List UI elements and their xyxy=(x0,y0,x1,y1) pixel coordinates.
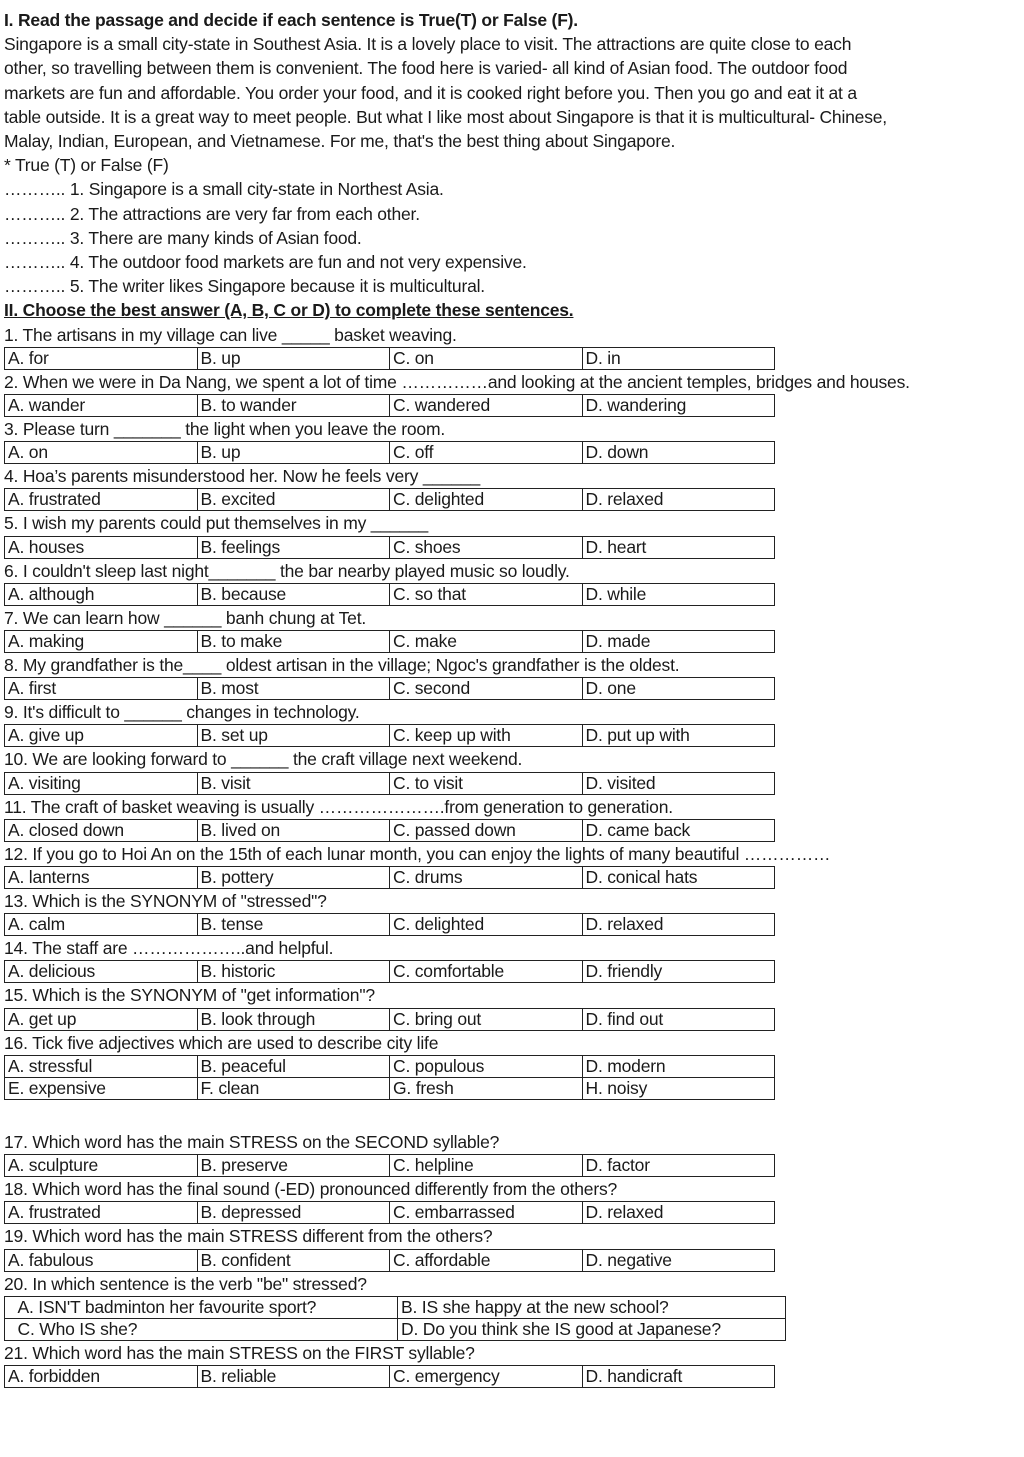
answer-option[interactable]: B. confident xyxy=(197,1249,390,1271)
answer-option[interactable]: D. down xyxy=(582,442,775,464)
passage-line: markets are fun and affordable. You order your food, and it is cooked right before you. Then you go and eat it at a xyxy=(4,82,857,103)
answer-option[interactable]: A. ISN'T badminton her favourite sport? xyxy=(15,1296,398,1318)
answer-option[interactable]: C. helpline xyxy=(390,1155,583,1177)
answer-option[interactable]: B. up xyxy=(197,347,390,369)
answer-option[interactable]: D. friendly xyxy=(582,961,775,983)
answer-option[interactable]: B. visit xyxy=(197,772,390,794)
answer-option[interactable]: D. wandering xyxy=(582,395,775,417)
options-row xyxy=(5,914,775,936)
options-row xyxy=(5,583,775,605)
answer-option[interactable]: D. while xyxy=(582,583,775,605)
answer-option[interactable]: D. find out xyxy=(582,1008,775,1030)
options-table xyxy=(4,630,775,653)
answer-option[interactable]: D. modern xyxy=(582,1055,775,1077)
options-row xyxy=(5,867,775,889)
options-table xyxy=(4,441,775,464)
options-table xyxy=(4,1201,775,1224)
options-table xyxy=(4,1296,786,1341)
tf-list xyxy=(4,177,1020,298)
answer-option[interactable]: C. emergency xyxy=(390,1365,583,1387)
part2-heading: II. Choose the best answer (A, B, C or D) to complete these sentences. xyxy=(4,300,574,321)
answer-option[interactable]: A. calm xyxy=(5,914,198,936)
options-row xyxy=(5,1077,775,1099)
spacer xyxy=(4,1100,1020,1130)
options-row xyxy=(5,489,775,511)
options-table xyxy=(4,536,775,559)
answer-option[interactable]: C. wandered xyxy=(390,395,583,417)
options-row xyxy=(5,631,775,653)
passage-line: table outside. It is a great way to meet people. But what I like most about Singapore is that it is multicultural- Chinese, xyxy=(4,106,887,127)
part1-heading: I. Read the passage and decide if each sentence is True(T) or False (F). xyxy=(4,10,578,30)
answer-option[interactable]: D. came back xyxy=(582,819,775,841)
options-row xyxy=(5,819,775,841)
answer-option[interactable]: D. factor xyxy=(582,1155,775,1177)
answer-option[interactable]: A. stressful xyxy=(5,1055,198,1077)
answer-option[interactable]: C. delighted xyxy=(390,914,583,936)
answer-option[interactable]: C. drums xyxy=(390,867,583,889)
question-list xyxy=(4,323,1020,1388)
question-text: 21. Which word has the main STRESS on the FIRST syllable? xyxy=(4,1342,475,1363)
answer-option[interactable]: D. Do you think she IS good at Japanese? xyxy=(398,1318,786,1340)
worksheet xyxy=(4,8,1020,1388)
answer-option[interactable]: C. bring out xyxy=(390,1008,583,1030)
answer-option[interactable]: B. most xyxy=(197,678,390,700)
answer-option[interactable]: C. off xyxy=(390,442,583,464)
answer-option[interactable]: A. lanterns xyxy=(5,867,198,889)
options-row xyxy=(5,1249,775,1271)
answer-option[interactable]: D. one xyxy=(582,678,775,700)
tf-item: ……….. 3. There are many kinds of Asian food. xyxy=(4,227,362,248)
answer-option[interactable]: D. visited xyxy=(582,772,775,794)
answer-option[interactable]: C. passed down xyxy=(390,819,583,841)
question-text: 18. Which word has the final sound (-ED) pronounced differently from the others? xyxy=(4,1179,618,1200)
answer-option[interactable]: D. relaxed xyxy=(582,914,775,936)
question-text: 10. We are looking forward to ______ the craft village next weekend. xyxy=(4,749,523,770)
answer-option[interactable]: E. expensive xyxy=(5,1077,198,1099)
answer-option[interactable]: D. put up with xyxy=(582,725,775,747)
answer-option[interactable]: D. conical hats xyxy=(582,867,775,889)
answer-option[interactable]: A. visiting xyxy=(5,772,198,794)
answer-option[interactable]: B. depressed xyxy=(197,1202,390,1224)
answer-option[interactable]: A. houses xyxy=(5,536,198,558)
question-text: 12. If you go to Hoi An on the 15th of each lunar month, you can enjoy the lights of many beautiful …………… xyxy=(4,843,831,864)
options-row xyxy=(5,772,775,794)
answer-option[interactable]: D. in xyxy=(582,347,775,369)
question-text: 9. It's difficult to ______ changes in technology. xyxy=(4,702,360,723)
options-table xyxy=(4,488,775,511)
options-row xyxy=(5,1202,775,1224)
answer-option[interactable]: A. forbidden xyxy=(5,1365,198,1387)
question-text: 2. When we were in Da Nang, we spent a lot of time ……………and looking at the ancient temples, bridges and houses. xyxy=(4,371,910,392)
row-indent xyxy=(5,1296,15,1318)
answer-option[interactable]: B. look through xyxy=(197,1008,390,1030)
answer-option[interactable]: D. relaxed xyxy=(582,489,775,511)
answer-option[interactable]: A. wander xyxy=(5,395,198,417)
answer-option[interactable]: B. feelings xyxy=(197,536,390,558)
answer-option[interactable]: C. on xyxy=(390,347,583,369)
tf-item: ……….. 4. The outdoor food markets are fun and not very expensive. xyxy=(4,252,527,273)
tf-item: ……….. 2. The attractions are very far from each other. xyxy=(4,203,420,224)
options-row xyxy=(5,725,775,747)
answer-option[interactable]: A. delicious xyxy=(5,961,198,983)
answer-option[interactable]: D. handicraft xyxy=(582,1365,775,1387)
answer-option[interactable]: B. historic xyxy=(197,961,390,983)
options-row xyxy=(5,1055,775,1077)
answer-option[interactable]: B. tense xyxy=(197,914,390,936)
options-table xyxy=(4,1055,775,1100)
options-row xyxy=(5,961,775,983)
answer-option[interactable]: H. noisy xyxy=(582,1077,775,1099)
answer-option[interactable]: D. heart xyxy=(582,536,775,558)
options-row xyxy=(5,1365,775,1387)
options-table xyxy=(4,1249,775,1272)
answer-option[interactable]: A. frustrated xyxy=(5,1202,198,1224)
answer-option[interactable]: C. delighted xyxy=(390,489,583,511)
passage-line: Malay, Indian, European, and Vietnamese. For me, that's the best thing about Singapore. xyxy=(4,131,676,152)
options-table xyxy=(4,866,775,889)
answer-option[interactable]: A. closed down xyxy=(5,819,198,841)
answer-option[interactable]: C. affordable xyxy=(390,1249,583,1271)
question-text: 14. The staff are ………………..and helpful. xyxy=(4,938,334,959)
question-text: 13. Which is the SYNONYM of "stressed"? xyxy=(4,891,327,912)
options-table xyxy=(4,394,775,417)
options-row xyxy=(5,1318,786,1340)
answer-option[interactable]: C. embarrassed xyxy=(390,1202,583,1224)
options-table xyxy=(4,1365,775,1388)
answer-option[interactable]: A. sculpture xyxy=(5,1155,198,1177)
answer-option[interactable]: B. reliable xyxy=(197,1365,390,1387)
options-table xyxy=(4,819,775,842)
answer-option[interactable]: C. so that xyxy=(390,583,583,605)
answer-option[interactable]: C. keep up with xyxy=(390,725,583,747)
options-table xyxy=(4,1008,775,1031)
question-text: 11. The craft of basket weaving is usually ………………….from generation to generation. xyxy=(4,796,673,817)
options-table xyxy=(4,960,775,983)
answer-option[interactable]: B. to wander xyxy=(197,395,390,417)
answer-option[interactable]: C. to visit xyxy=(390,772,583,794)
question-text: 8. My grandfather is the____ oldest artisan in the village; Ngoc's grandfather is the oldest. xyxy=(4,655,680,676)
options-table xyxy=(4,724,775,747)
answer-option[interactable]: A. give up xyxy=(5,725,198,747)
answer-option[interactable]: B. excited xyxy=(197,489,390,511)
options-table xyxy=(4,772,775,795)
question-text: 20. In which sentence is the verb "be" stressed? xyxy=(4,1273,367,1294)
question-text: 7. We can learn how ______ banh chung at Tet. xyxy=(4,607,367,628)
passage-line: Singapore is a small city-state in Southest Asia. It is a lovely place to visit. The attractions are quite close to each xyxy=(4,34,852,55)
answer-option[interactable]: D. negative xyxy=(582,1249,775,1271)
answer-option[interactable]: B. because xyxy=(197,583,390,605)
answer-option[interactable]: C. second xyxy=(390,678,583,700)
answer-option[interactable]: B. to make xyxy=(197,631,390,653)
options-row xyxy=(5,1155,775,1177)
answer-option[interactable]: C. Who IS she? xyxy=(15,1318,398,1340)
answer-option[interactable]: C. populous xyxy=(390,1055,583,1077)
passage xyxy=(4,32,1020,153)
question-text: 6. I couldn't sleep last night_______ the bar nearby played music so loudly. xyxy=(4,560,570,581)
answer-option[interactable]: C. shoes xyxy=(390,536,583,558)
options-row xyxy=(5,1008,775,1030)
answer-option[interactable]: F. clean xyxy=(197,1077,390,1099)
options-row xyxy=(5,442,775,464)
options-table xyxy=(4,1154,775,1177)
question-text: 17. Which word has the main STRESS on the SECOND syllable? xyxy=(4,1131,500,1152)
question-text: 4. Hoa’s parents misunderstood her. Now he feels very ______ xyxy=(4,466,481,487)
answer-option[interactable]: A. making xyxy=(5,631,198,653)
answer-option[interactable]: B. set up xyxy=(197,725,390,747)
tf-item: ……….. 1. Singapore is a small city-state in Northest Asia. xyxy=(4,179,444,200)
question-text: 3. Please turn _______ the light when you leave the room. xyxy=(4,419,445,440)
answer-option[interactable]: B. peaceful xyxy=(197,1055,390,1077)
question-text: 5. I wish my parents could put themselves in my ______ xyxy=(4,513,428,534)
answer-option[interactable]: B. lived on xyxy=(197,819,390,841)
answer-option[interactable]: A. for xyxy=(5,347,198,369)
answer-option[interactable]: C. comfortable xyxy=(390,961,583,983)
answer-option[interactable]: A. frustrated xyxy=(5,489,198,511)
answer-option[interactable]: D. made xyxy=(582,631,775,653)
answer-option[interactable]: A. first xyxy=(5,678,198,700)
answer-option[interactable]: C. make xyxy=(390,631,583,653)
options-row xyxy=(5,536,775,558)
question-text: 16. Tick five adjectives which are used to describe city life xyxy=(4,1032,439,1053)
answer-option[interactable]: A. although xyxy=(5,583,198,605)
options-table xyxy=(4,677,775,700)
options-table xyxy=(4,583,775,606)
answer-option[interactable]: A. get up xyxy=(5,1008,198,1030)
answer-option[interactable]: A. fabulous xyxy=(5,1249,198,1271)
answer-option[interactable]: A. on xyxy=(5,442,198,464)
options-row xyxy=(5,1296,786,1318)
tf-item: ……….. 5. The writer likes Singapore because it is multicultural. xyxy=(4,276,485,297)
question-text: 19. Which word has the main STRESS different from the others? xyxy=(4,1226,493,1247)
answer-option[interactable]: B. IS she happy at the new school? xyxy=(398,1296,786,1318)
answer-option[interactable]: B. up xyxy=(197,442,390,464)
options-table xyxy=(4,913,775,936)
row-indent xyxy=(5,1318,15,1340)
answer-option[interactable]: B. pottery xyxy=(197,867,390,889)
options-row xyxy=(5,347,775,369)
options-row xyxy=(5,678,775,700)
passage-line: other, so travelling between them is convenient. The food here is varied- all kind of Asian food. The outdoor food xyxy=(4,58,848,79)
answer-option[interactable]: G. fresh xyxy=(390,1077,583,1099)
tf-title: * True (T) or False (F) xyxy=(4,155,169,176)
options-table xyxy=(4,347,775,370)
answer-option[interactable]: B. preserve xyxy=(197,1155,390,1177)
answer-option[interactable]: D. relaxed xyxy=(582,1202,775,1224)
question-text: 1. The artisans in my village can live _____ basket weaving. xyxy=(4,324,457,345)
options-row xyxy=(5,395,775,417)
question-text: 15. Which is the SYNONYM of "get information"? xyxy=(4,985,375,1006)
